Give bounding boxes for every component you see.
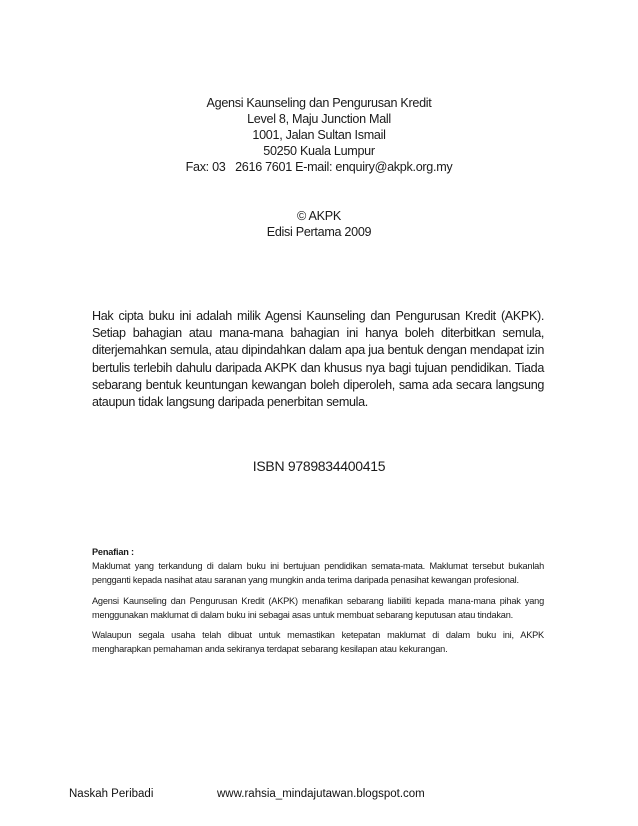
address-line-3: 50250 Kuala Lumpur <box>263 144 375 159</box>
copyright-block <box>0 208 638 240</box>
publisher-name: Agensi Kaunseling dan Pengurusan Kredit <box>206 96 432 110</box>
disclaimer-paragraph-3: Walaupun segala usaha telah dibuat untuk memastikan ketepatan maklumat di dalam buku ini, AKPK mengharapkan pemahaman anda sekiranya terdapat sebarang kesilapan atau kekurangan. <box>92 630 544 655</box>
publisher-address-block <box>0 95 638 175</box>
address-line-2: 1001, Jalan Sultan Ismail <box>252 128 386 143</box>
contact-line: Fax: 03 2616 7601 E-mail: enquiry@akpk.org.my <box>185 160 453 175</box>
disclaimer-paragraph-2: Agensi Kaunseling dan Pengurusan Kredit (AKPK) menafikan sebarang liabiliti kepada mana-mana pihak yang menggunakan maklumat di dalam buku ini sebagai asas untuk membuat sebarang keputusan atau tindakan. <box>92 595 544 620</box>
copyright-line: © AKPK <box>297 209 341 223</box>
footer-left-text: Naskah Peribadi <box>69 788 154 800</box>
disclaimer-title: Penafian : <box>92 547 134 557</box>
disclaimer-section <box>92 545 544 662</box>
footer-url: www.rahsia_mindajutawan.blogspot.com <box>217 788 425 800</box>
edition-line: Edisi Pertama 2009 <box>266 225 372 239</box>
isbn-number: ISBN 9789834400415 <box>252 458 386 474</box>
address-line-1: Level 8, Maju Junction Mall <box>247 112 391 127</box>
disclaimer-paragraph-1: Maklumat yang terkandung di dalam buku ini bertujuan pendidikan semata-mata. Maklumat tersebut bukanlah pengganti kepada nasihat atau saranan yang mungkin anda terima daripada penasihat kewangan profesional. <box>92 561 544 586</box>
rights-notice: Hak cipta buku ini adalah milik Agensi Kaunseling dan Pengurusan Kredit (AKPK). Setiap bahagian atau mana-mana bahagian ini hanya boleh diterbitkan semula, diterjemahkan semula, atau dipindahkan dalam apa jua bentuk dengan mendapat izin bertulis terlebih dahulu daripada AKPK dan khusus nya bagi tujuan pendidikan. Tiada sebarang bentuk keuntungan kewangan boleh diperoleh, sama ada secara langsung ataupun tidak langsung daripada penerbitan semula. <box>92 309 544 410</box>
